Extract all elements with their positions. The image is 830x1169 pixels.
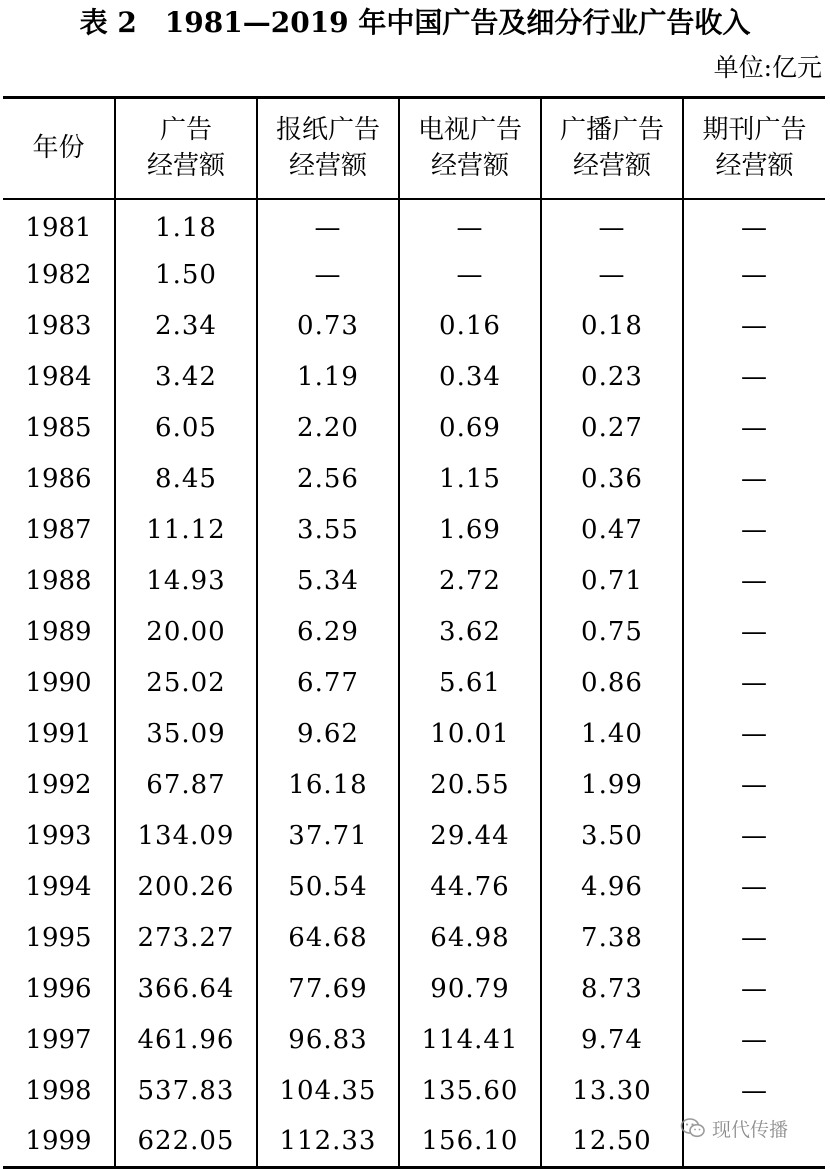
cell-year: 1991: [25, 719, 92, 749]
cell-tv-ad: 64.98: [399, 913, 541, 964]
header-label: 经营额: [430, 151, 509, 182]
cell-magazine-ad: —: [683, 913, 825, 964]
cell-total-ad: 366.64: [115, 964, 257, 1015]
cell-magazine-ad: —: [683, 250, 825, 301]
cell-tv-ad: 0.69: [399, 403, 541, 454]
cell-newspaper-ad: 9.62: [257, 709, 399, 760]
unit-label: 单位:亿元: [713, 53, 822, 82]
cell-radio-ad: —: [541, 199, 683, 250]
cell-year: 1999: [3, 1117, 115, 1168]
table-row: [3, 964, 825, 1015]
cell-total-ad: 1.18: [115, 199, 257, 250]
watermark-text: 现代传播: [712, 1118, 789, 1141]
table-row: [3, 403, 825, 454]
table-row: [3, 607, 825, 658]
cell-total-ad: 14.93: [115, 556, 257, 607]
cell-newspaper-ad: 96.83: [257, 1015, 399, 1066]
cell-newspaper-ad: 112.33: [257, 1117, 399, 1168]
cell-tv-ad: —: [399, 250, 541, 301]
cell-tv-ad: 20.55: [399, 760, 541, 811]
cell-magazine-ad: —: [683, 760, 825, 811]
table-row: [3, 709, 825, 760]
cell-newspaper-ad: 50.54: [257, 862, 399, 913]
cell-tv-ad: 135.60: [399, 1066, 541, 1117]
cell-radio-ad: 8.73: [541, 964, 683, 1015]
cell-tv-ad: 114.41: [399, 1015, 541, 1066]
cell-newspaper-ad: 2.20: [257, 403, 399, 454]
cell-tv-ad: 90.79: [399, 964, 541, 1015]
ad-revenue-table: [3, 96, 825, 1169]
cell-radio-ad: 0.27: [541, 403, 683, 454]
cell-magazine-ad: —: [683, 1066, 825, 1117]
cell-radio-ad: 13.30: [541, 1066, 683, 1117]
cell-total-ad: 273.27: [115, 913, 257, 964]
cell-tv-ad: 29.44: [399, 811, 541, 862]
cell-newspaper-ad: 6.77: [257, 658, 399, 709]
table-row: [3, 760, 825, 811]
cell-radio-ad: 0.47: [541, 505, 683, 556]
cell-newspaper-ad: 5.34: [257, 556, 399, 607]
cell-magazine-ad: —: [683, 1015, 825, 1066]
cell-year: 1996: [25, 974, 92, 1004]
cell-magazine-ad: —: [683, 301, 825, 352]
cell-year: 1998: [25, 1076, 92, 1106]
header-year: [3, 98, 115, 199]
table-row: [3, 301, 825, 352]
cell-year: 1982: [25, 260, 92, 290]
table-row: [3, 199, 825, 250]
cell-newspaper-ad: 1.19: [257, 352, 399, 403]
table-header-row: [3, 98, 825, 199]
header-label: 期刊广告: [702, 115, 807, 146]
cell-magazine-ad: —: [683, 352, 825, 403]
cell-tv-ad: 10.01: [399, 709, 541, 760]
table-row: [3, 352, 825, 403]
cell-total-ad: 3.42: [115, 352, 257, 403]
cell-magazine-ad: —: [683, 607, 825, 658]
cell-magazine-ad: —: [683, 862, 825, 913]
cell-total-ad: 67.87: [115, 760, 257, 811]
cell-radio-ad: 12.50: [541, 1117, 683, 1168]
wechat-icon: [680, 1117, 706, 1139]
table-row: [3, 454, 825, 505]
header-label: 广告: [159, 115, 212, 146]
table-row: [3, 862, 825, 913]
header-magazine-ad: [683, 98, 825, 199]
table-row: [3, 1015, 825, 1066]
cell-year: 1994: [25, 872, 92, 902]
cell-radio-ad: 7.38: [541, 913, 683, 964]
table-row: [3, 505, 825, 556]
cell-year: 1997: [25, 1025, 92, 1055]
cell-year: 1990: [25, 668, 92, 698]
header-tv-ad: [399, 98, 541, 199]
cell-year: 1993: [25, 821, 92, 851]
header-label: 经营额: [288, 151, 367, 182]
cell-total-ad: 35.09: [115, 709, 257, 760]
cell-year: 1988: [25, 566, 92, 596]
cell-tv-ad: 1.69: [399, 505, 541, 556]
header-radio-ad: [541, 98, 683, 199]
cell-newspaper-ad: 64.68: [257, 913, 399, 964]
cell-year: 1985: [25, 413, 92, 443]
table-row: [3, 1066, 825, 1117]
cell-magazine-ad: —: [683, 811, 825, 862]
cell-newspaper-ad: 37.71: [257, 811, 399, 862]
cell-radio-ad: 9.74: [541, 1015, 683, 1066]
table-row: [3, 556, 825, 607]
header-label: 经营额: [146, 151, 225, 182]
cell-total-ad: 200.26: [115, 862, 257, 913]
cell-tv-ad: 5.61: [399, 658, 541, 709]
cell-total-ad: 8.45: [115, 454, 257, 505]
cell-radio-ad: 0.75: [541, 607, 683, 658]
cell-radio-ad: 0.86: [541, 658, 683, 709]
cell-year: 1987: [25, 515, 92, 545]
cell-radio-ad: 4.96: [541, 862, 683, 913]
cell-total-ad: 11.12: [115, 505, 257, 556]
cell-total-ad: 134.09: [115, 811, 257, 862]
cell-magazine-ad: —: [683, 454, 825, 505]
cell-radio-ad: 0.71: [541, 556, 683, 607]
cell-year: 1981: [25, 212, 92, 243]
header-label: 广播广告: [559, 115, 664, 146]
cell-total-ad: 461.96: [115, 1015, 257, 1066]
cell-newspaper-ad: 3.55: [257, 505, 399, 556]
cell-tv-ad: 1.15: [399, 454, 541, 505]
table-row: [3, 811, 825, 862]
cell-total-ad: 6.05: [115, 403, 257, 454]
cell-tv-ad: 0.16: [399, 301, 541, 352]
header-label: 经营额: [715, 151, 794, 182]
header-label: 年份: [32, 133, 85, 164]
cell-radio-ad: 1.40: [541, 709, 683, 760]
cell-year: 1989: [25, 617, 92, 647]
cell-magazine-ad: —: [683, 556, 825, 607]
cell-year: 1983: [25, 311, 92, 341]
header-newspaper-ad: [257, 98, 399, 199]
header-label: 电视广告: [417, 115, 522, 146]
cell-total-ad: 25.02: [115, 658, 257, 709]
table-row: [3, 913, 825, 964]
cell-tv-ad: —: [399, 199, 541, 250]
cell-radio-ad: 3.50: [541, 811, 683, 862]
cell-radio-ad: 0.18: [541, 301, 683, 352]
header-label: 报纸广告: [275, 115, 380, 146]
cell-newspaper-ad: —: [257, 199, 399, 250]
cell-year: 1984: [25, 362, 92, 392]
header-total-ad: [115, 98, 257, 199]
cell-newspaper-ad: 77.69: [257, 964, 399, 1015]
cell-magazine-ad: —: [683, 403, 825, 454]
cell-year: 1995: [25, 923, 92, 953]
cell-radio-ad: 0.23: [541, 352, 683, 403]
cell-total-ad: 2.34: [115, 301, 257, 352]
cell-magazine-ad: —: [683, 709, 825, 760]
cell-tv-ad: 0.34: [399, 352, 541, 403]
cell-year: 1986: [25, 464, 92, 494]
cell-total-ad: 1.50: [115, 250, 257, 301]
cell-magazine-ad: —: [683, 658, 825, 709]
cell-newspaper-ad: 2.56: [257, 454, 399, 505]
cell-tv-ad: 3.62: [399, 607, 541, 658]
header-label: 经营额: [572, 151, 651, 182]
cell-radio-ad: 0.36: [541, 454, 683, 505]
cell-newspaper-ad: 16.18: [257, 760, 399, 811]
table-title: 表 2 1981—2019 年中国广告及细分行业广告收入: [79, 6, 751, 39]
cell-newspaper-ad: 0.73: [257, 301, 399, 352]
cell-magazine-ad: —: [683, 199, 825, 250]
cell-newspaper-ad: —: [257, 250, 399, 301]
table-body: [3, 199, 825, 1168]
cell-tv-ad: 156.10: [399, 1117, 541, 1168]
cell-tv-ad: 2.72: [399, 556, 541, 607]
cell-tv-ad: 44.76: [399, 862, 541, 913]
cell-magazine-ad: —: [683, 505, 825, 556]
cell-total-ad: 622.05: [115, 1117, 257, 1168]
table-row: [3, 658, 825, 709]
cell-newspaper-ad: 6.29: [257, 607, 399, 658]
cell-total-ad: 20.00: [115, 607, 257, 658]
watermark: [680, 1112, 788, 1144]
table-row: [3, 250, 825, 301]
cell-newspaper-ad: 104.35: [257, 1066, 399, 1117]
cell-radio-ad: 1.99: [541, 760, 683, 811]
cell-total-ad: 537.83: [115, 1066, 257, 1117]
cell-year: 1992: [25, 770, 92, 800]
cell-magazine-ad: —: [683, 964, 825, 1015]
cell-radio-ad: —: [541, 250, 683, 301]
